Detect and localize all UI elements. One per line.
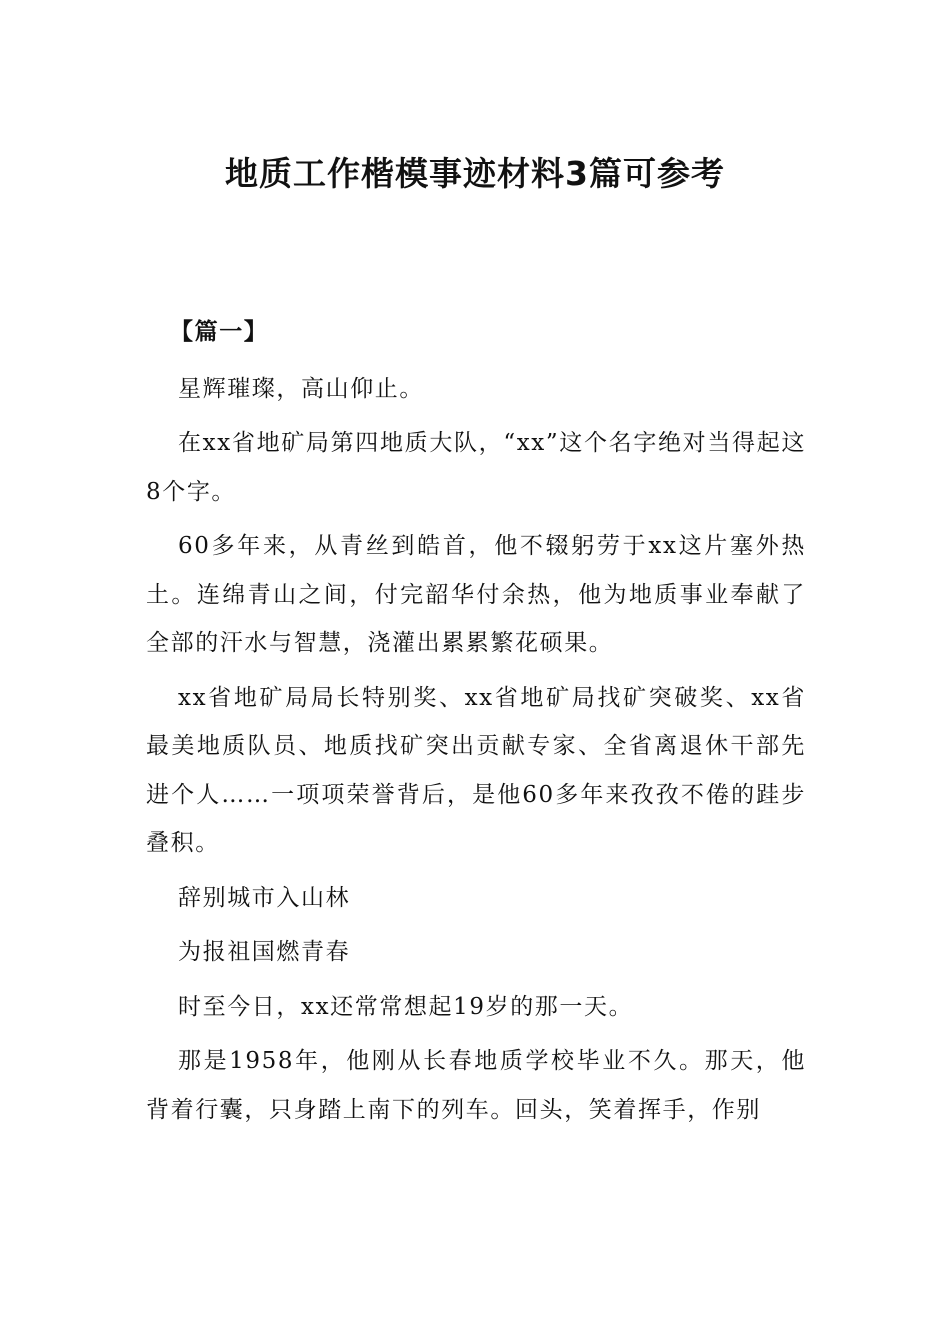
paragraph-6: 为报祖国燃青春	[178, 939, 351, 965]
document-body	[146, 308, 806, 1140]
document-title: 地质工作楷模事迹材料3篇可参考	[225, 154, 725, 193]
paragraph-3: 60多年来，从青丝到皓首，他不辍躬劳于xx这片塞外热土。连绵青山之间，付完韶华付余热，他为地质事业奉献了全部的汗水与智慧，浇灌出累累繁花硕果。	[146, 533, 806, 656]
paragraph-1: 星辉璀璨，高山仰止。	[178, 375, 424, 402]
paragraph-4: xx省地矿局局长特别奖、xx省地矿局找矿突破奖、xx省最美地质队员、地质找矿突出贡献专家、全省离退休干部先进个人……一项项荣誉背后，是他60多年来孜孜不倦的跬步叠积。	[146, 684, 806, 856]
section-heading: 【篇一】	[170, 319, 269, 345]
paragraph-7: 时至今日，xx还常常想起19岁的那一天。	[178, 993, 634, 1020]
paragraph-8: 那是1958年，他刚从长春地质学校毕业不久。那天，他背着行囊，只身踏上南下的列车。回头，笑着挥手，作别	[146, 1048, 806, 1123]
paragraph-2: 在xx省地矿局第四地质大队，“xx”这个名字绝对当得起这8个字。	[146, 430, 806, 505]
paragraph-5: 辞别城市入山林	[178, 884, 351, 911]
